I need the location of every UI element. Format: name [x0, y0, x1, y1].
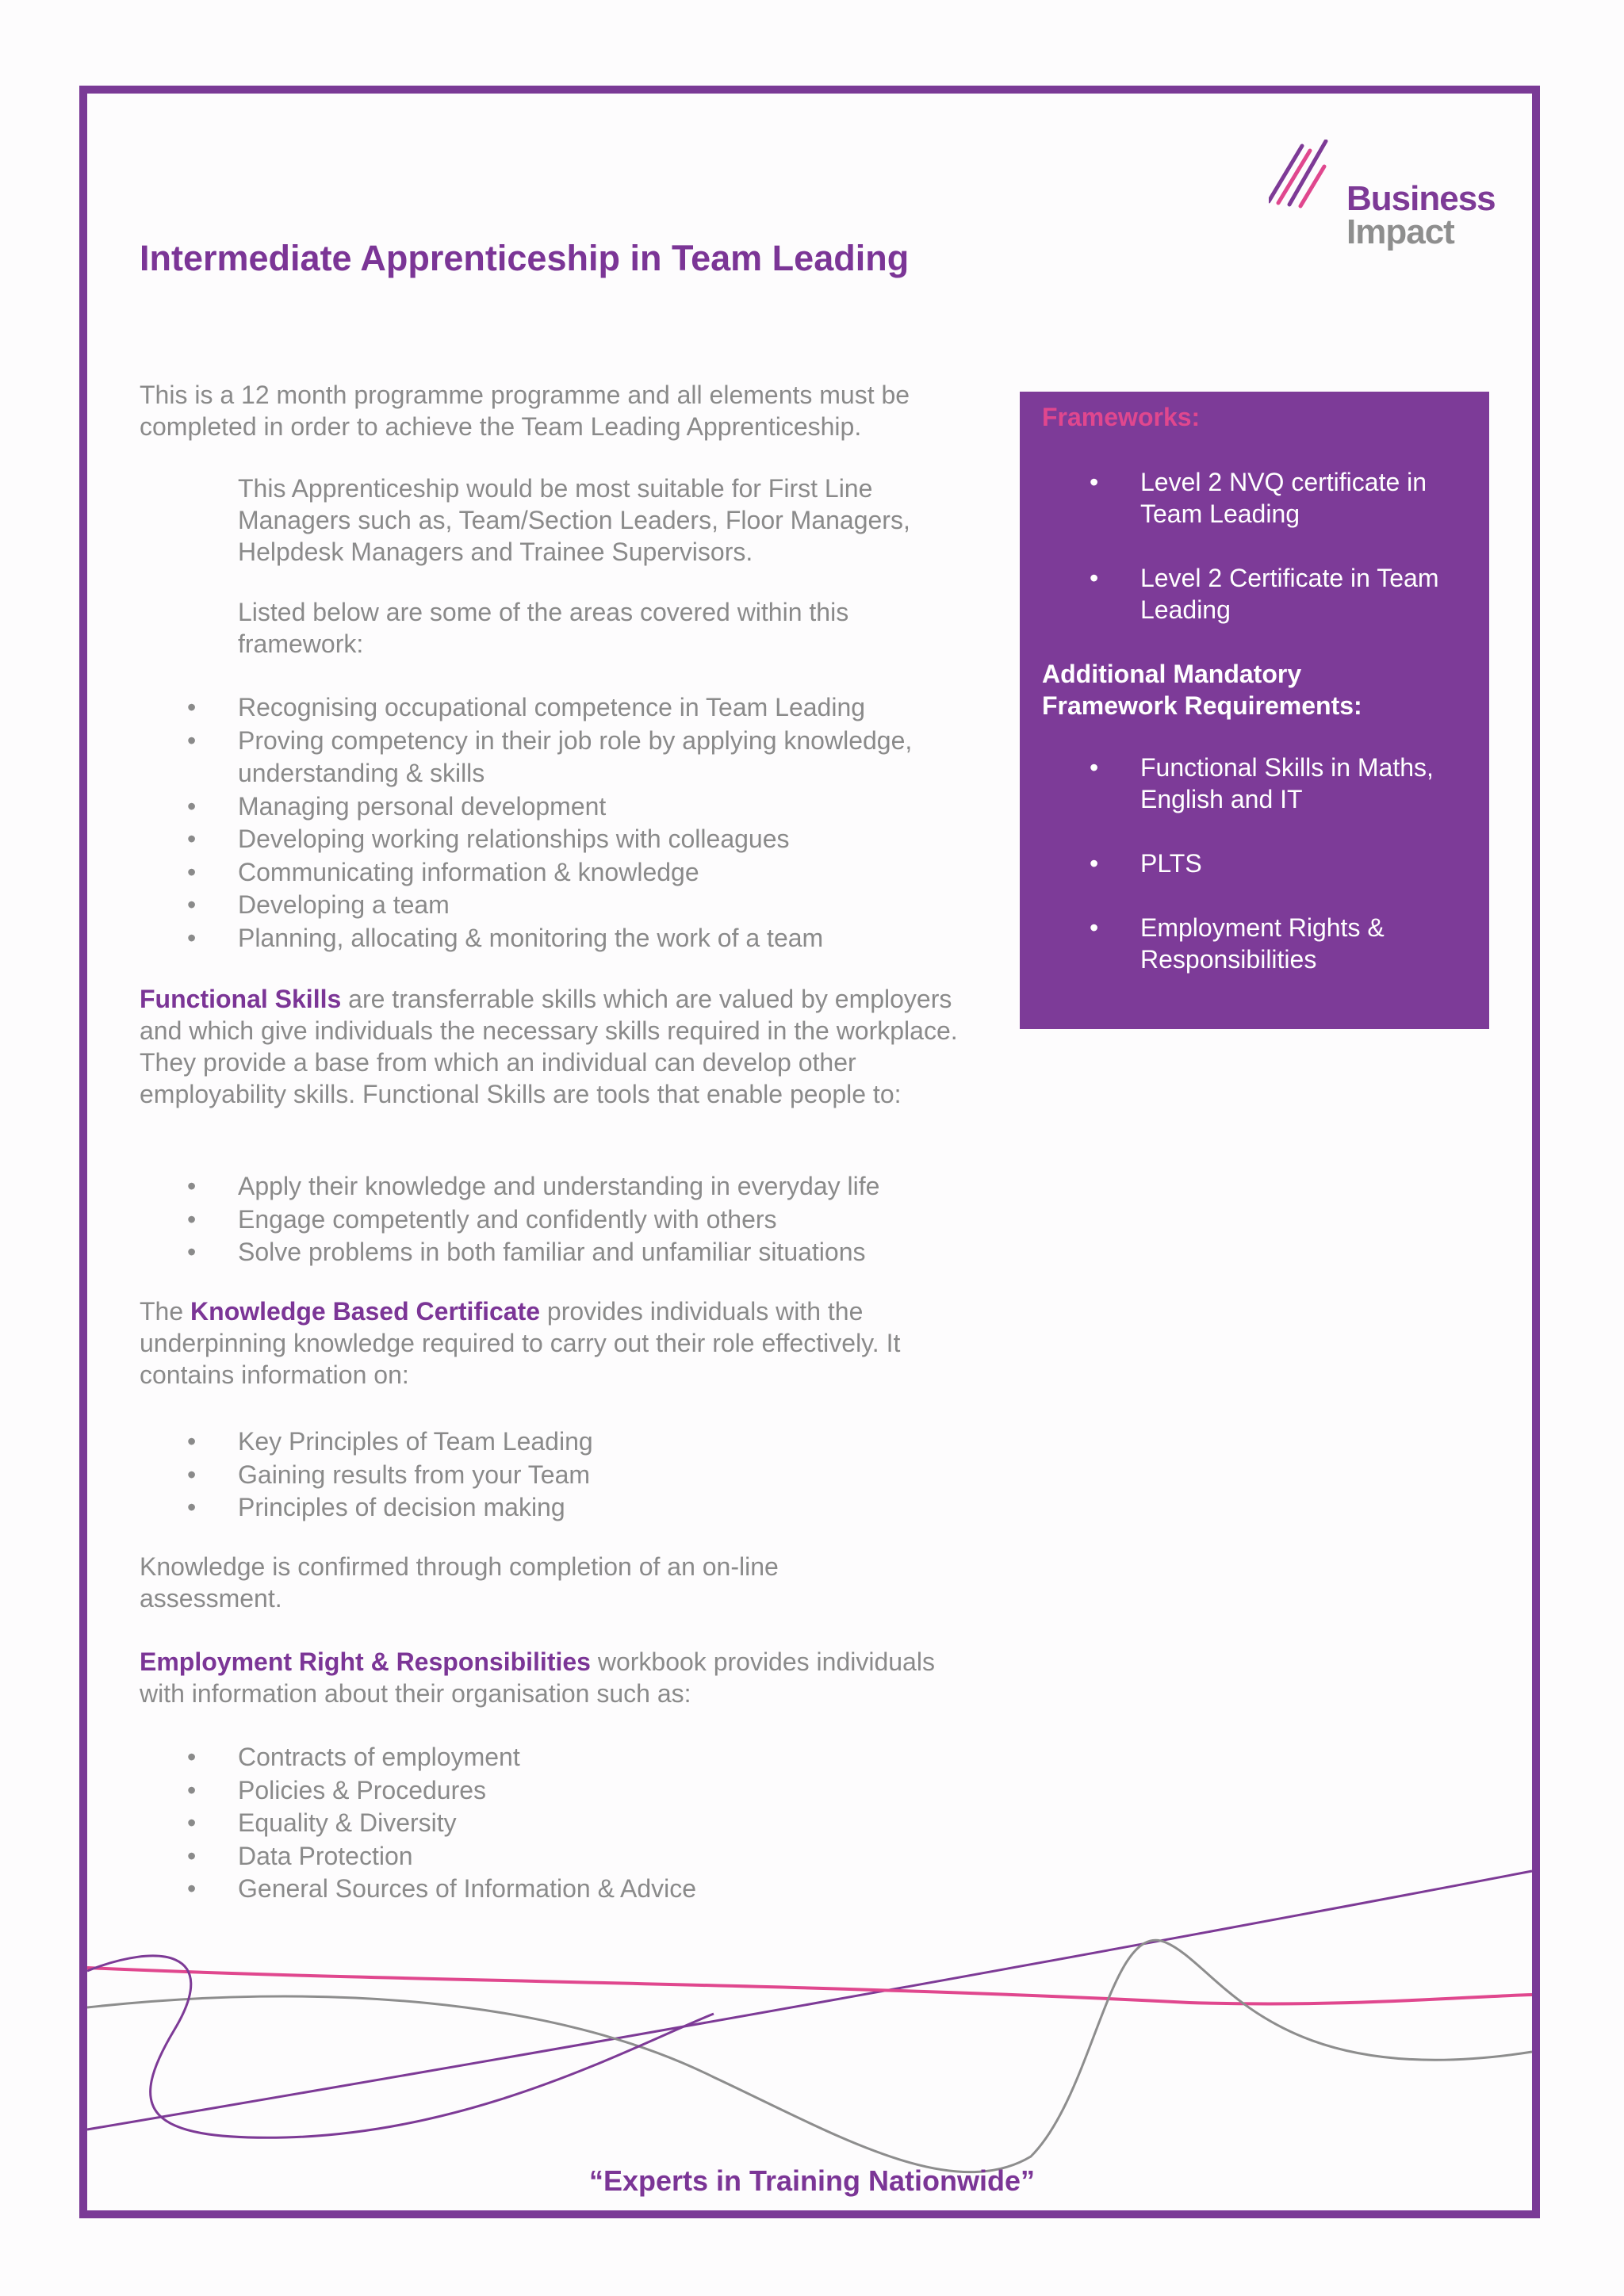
- list-item: • Equality & Diversity: [140, 1807, 972, 1840]
- list-item: • General Sources of Information & Advice: [140, 1873, 972, 1906]
- suitability-paragraph: This Apprenticeship would be most suitable for First Line Managers such as, Team/Section Leaders, Floor Managers, Helpdesk Managers and Trainee Supervisors.: [238, 474, 910, 566]
- list-item: • Planning, allocating & monitoring the work of a team: [140, 922, 972, 955]
- areas-intro-paragraph: Listed below are some of the areas covered within this framework:: [238, 598, 849, 658]
- list-item: • Communicating information & knowledge: [140, 856, 972, 890]
- functional-skills-heading: Functional Skills: [140, 985, 342, 1013]
- kbc-text: provides individuals with the underpinning knowledge required to carry out their role effectively. It contains information on:: [140, 1297, 901, 1389]
- tagline: “Experts in Training Nationwide”: [588, 2164, 1036, 2197]
- knowledge-confirmed-paragraph: Knowledge is confirmed through completion of an on-line assessment.: [140, 1552, 779, 1613]
- list-item: • Proving competency in their job role by applying knowledge, understanding & skills: [140, 725, 972, 790]
- logo-text-impact: Impact: [1346, 212, 1454, 251]
- list-item: • Developing a team: [140, 889, 972, 922]
- kbc-heading: Knowledge Based Certificate: [190, 1297, 541, 1326]
- list-item: • Recognising occupational competence in Team Leading: [140, 691, 972, 725]
- list-item: • Policies & Procedures: [140, 1774, 972, 1808]
- list-item: • Contracts of employment: [140, 1741, 972, 1774]
- list-item: • Employment Rights & Responsibilities: [1020, 912, 1481, 975]
- list-item: • Managing personal development: [140, 790, 972, 824]
- list-item: • Level 2 NVQ certificate in Team Leading: [1020, 466, 1481, 530]
- list-item: • Gaining results from your Team: [140, 1459, 972, 1492]
- kbc-prefix: The: [140, 1297, 191, 1326]
- list-item: • Developing working relationships with colleagues: [140, 823, 972, 856]
- functional-skills-text: are transferrable skills which are valued by employers and which give individuals the necessary skills required in the workplace. They provide a base from which an individual can develop other employability skills. Functional Skills are tools that enable people to:: [140, 985, 958, 1108]
- frameworks-heading: Frameworks:: [1042, 403, 1201, 431]
- page-title: Intermediate Apprenticeship in Team Leading: [140, 238, 910, 278]
- list-item: • Level 2 Certificate in Team Leading: [1020, 562, 1481, 626]
- list-item: • Principles of decision making: [140, 1491, 972, 1525]
- list-item: • Functional Skills in Maths, English and IT: [1020, 752, 1481, 815]
- list-item: • Data Protection: [140, 1840, 972, 1873]
- list-item: • PLTS: [1020, 848, 1481, 879]
- list-item: • Solve problems in both familiar and unfamiliar situations: [140, 1236, 1012, 1269]
- employment-rights-text: workbook provides individuals with information about their organisation such as:: [140, 1647, 935, 1708]
- logo-text-business: Business: [1346, 179, 1496, 218]
- employment-rights-heading: Employment Right & Responsibilities: [140, 1647, 591, 1676]
- list-item: • Engage competently and confidently with others: [140, 1203, 1012, 1237]
- list-item: • Key Principles of Team Leading: [140, 1425, 972, 1459]
- intro-paragraph: This is a 12 month programme programme and all elements must be completed in order to achieve the Team Leading Apprenticeship.: [140, 381, 910, 441]
- additional-requirements-heading: Additional Mandatory Framework Requirements:: [1042, 660, 1362, 720]
- list-item: • Apply their knowledge and understanding in everyday life: [140, 1170, 1012, 1203]
